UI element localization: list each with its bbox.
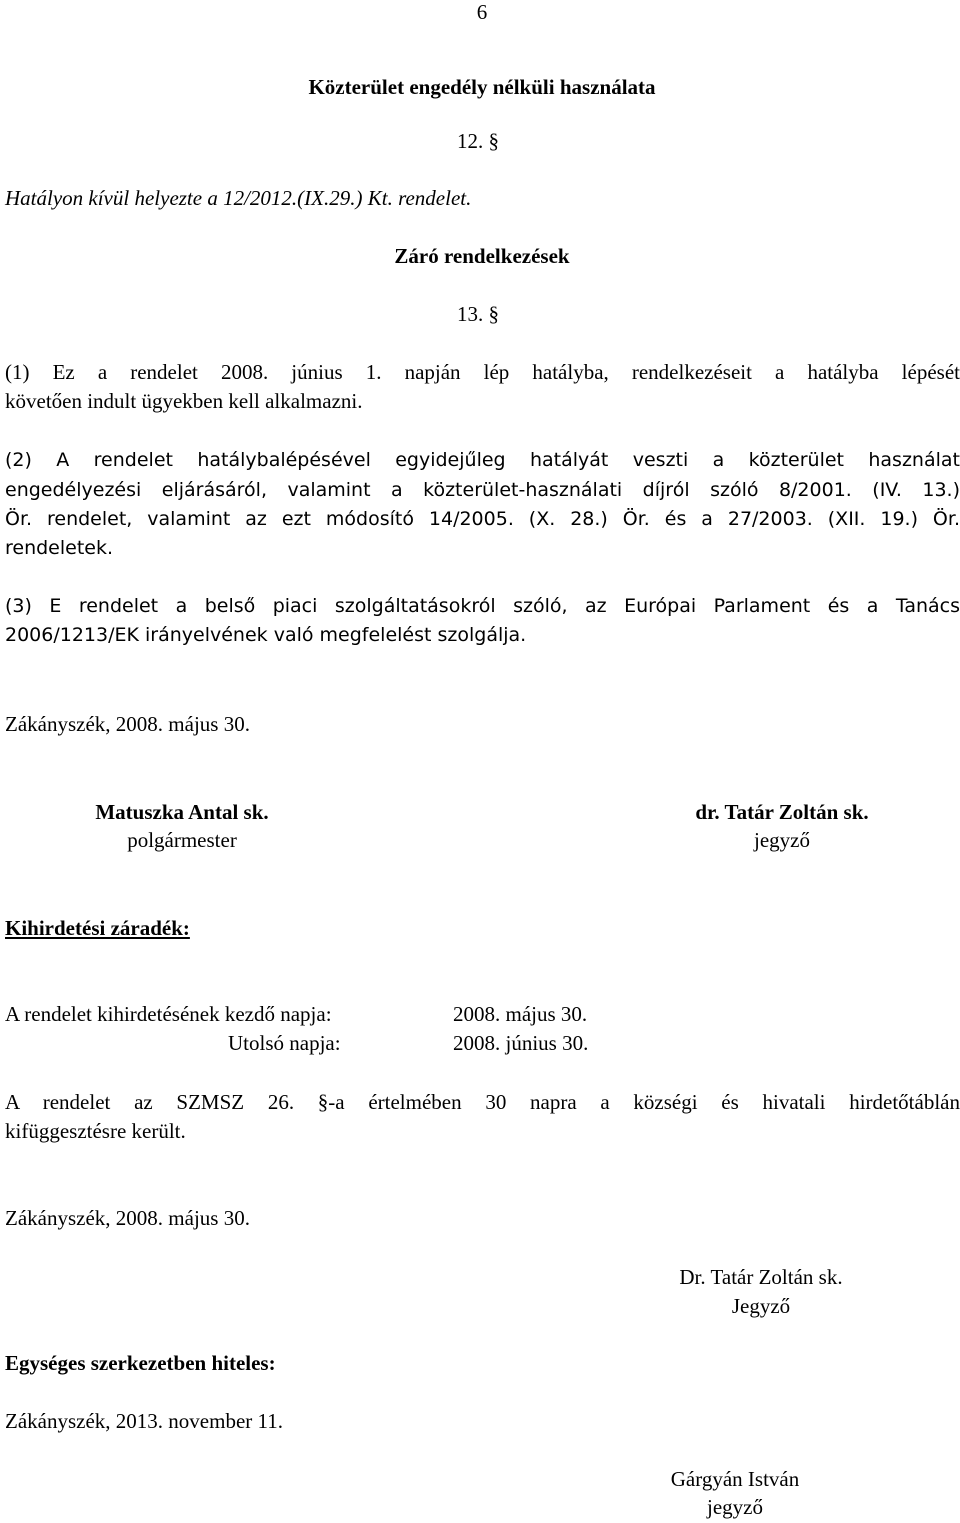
consolidated-signer-name: Gárgyán István	[670, 1467, 800, 1491]
paragraph-number-13: 13. §	[457, 302, 499, 326]
signature-left-title: polgármester	[127, 828, 237, 852]
section-title-final-provisions: Záró rendelkezések	[394, 244, 570, 268]
announcement-text-line-2: kifüggesztésre került.	[5, 1119, 186, 1143]
place-and-date: Zákányszék, 2008. május 30.	[5, 712, 250, 736]
provision-2-line-4: rendeletek.	[5, 537, 114, 559]
announcement-end-value: 2008. június 30.	[453, 1031, 589, 1055]
announcement-end-label: Utolsó napja:	[228, 1031, 341, 1055]
consolidated-heading: Egységes szerkezetben hiteles:	[5, 1351, 276, 1375]
paragraph-number-12: 12. §	[457, 129, 499, 153]
announcement-start-value: 2008. május 30.	[453, 1002, 588, 1026]
provision-3-line-2: 2006/1213/EK irányelvének való megfelelést szolgálja.	[5, 624, 527, 646]
provision-1-line-2: követően indult ügyekben kell alkalmazni.	[5, 389, 363, 413]
consolidated-signer-title: jegyző	[707, 1495, 763, 1519]
signature-left-name: Matuszka Antal sk.	[95, 800, 269, 824]
provision-3-line-1: (3) E rendelet a belső piaci szolgáltatásokról szóló, az Európai Parlament és a Tanács	[5, 595, 960, 617]
announcement-heading: Kihirdetési záradék:	[5, 916, 190, 940]
signature-right-title: jegyző	[754, 828, 810, 852]
announcement-start-label: A rendelet kihirdetésének kezdő napja:	[5, 1002, 332, 1026]
section-title-public-use: Közterület engedély nélküli használata	[308, 75, 656, 99]
announcement-place-date: Zákányszék, 2008. május 30.	[5, 1206, 250, 1230]
provision-2-line-1: (2) A rendelet hatálybalépésével egyidejűleg hatályát veszti a közterület használat	[5, 449, 960, 471]
provision-2-line-2: engedélyezési eljárásáról, valamint a közterület-használati díjról szóló 8/2001. (IV. 13.)	[5, 479, 960, 501]
provision-1-line-1: (1) Ez a rendelet 2008. június 1. napján lép hatályba, rendelkezéseit a hatályba lépését	[5, 360, 960, 384]
repeal-note: Hatályon kívül helyezte a 12/2012.(IX.29.) Kt. rendelet.	[5, 186, 472, 210]
page-number: 6	[476, 0, 488, 24]
provision-2-line-3: Ör. rendelet, valamint az ezt módosító 14/2005. (X. 28.) Ör. és a 27/2003. (XII. 19.) Ör.	[5, 508, 960, 530]
announcement-text-line-1: A rendelet az SZMSZ 26. §-a értelmében 30 napra a községi és hivatali hirdetőtáblán	[5, 1090, 960, 1114]
signature-right-name: dr. Tatár Zoltán sk.	[695, 800, 869, 824]
announcement-signer-title: Jegyző	[731, 1294, 791, 1318]
consolidated-place-date: Zákányszék, 2013. november 11.	[5, 1409, 283, 1433]
announcement-signer-name: Dr. Tatár Zoltán sk.	[679, 1265, 843, 1289]
